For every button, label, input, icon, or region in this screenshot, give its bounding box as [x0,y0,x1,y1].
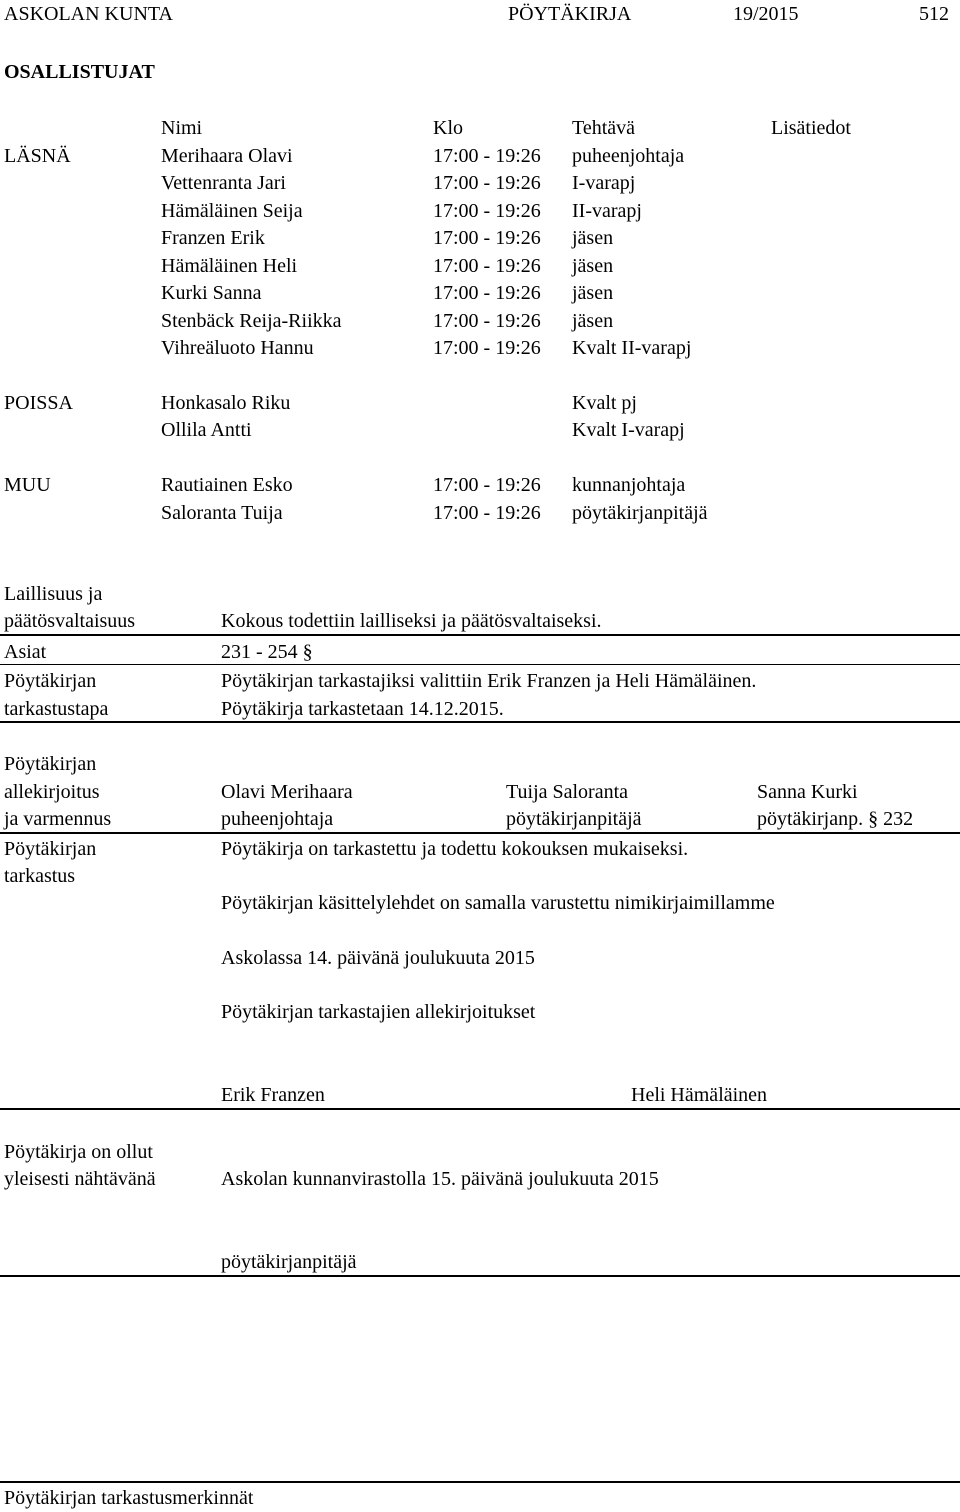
matters-range: 231 - 254 § [221,641,313,663]
org-name: ASKOLAN KUNTA [4,3,173,25]
participant-role: Kvalt pj [572,392,637,414]
participant-name: Hämäläinen Seija [161,200,303,222]
participant-name: Franzen Erik [161,227,265,249]
signing-label-line2: allekirjoitus [4,781,100,803]
signer-title: puheenjohtaja [221,808,334,830]
page-number: 512 [919,3,949,25]
public-display-label-line2: yleisesti nähtävänä [4,1168,156,1190]
column-header-time: Klo [433,117,463,139]
public-display-label-line1: Pöytäkirja on ollut [4,1141,153,1163]
group-label-other: MUU [4,474,51,496]
participant-role: Kvalt I-varapj [572,419,685,441]
signer-title: pöytäkirjanp. § 232 [757,808,914,830]
participant-name: Honkasalo Riku [161,392,291,414]
participant-time: 17:00 - 19:26 [433,502,541,524]
reviewer-name: Erik Franzen [221,1084,325,1106]
divider [0,1275,960,1277]
review-text-confirmed: Pöytäkirja on tarkastettu ja todettu kokouksen mukaiseksi. [221,838,689,860]
public-display-text: Askolan kunnanvirastolla 15. päivänä joulukuuta 2015 [221,1168,659,1190]
participant-name: Stenbäck Reija-Riikka [161,310,342,332]
participant-role: kunnanjohtaja [572,474,686,496]
signing-label-line1: Pöytäkirjan [4,753,97,775]
participant-time: 17:00 - 19:26 [433,200,541,222]
divider [0,1108,960,1110]
review-place-date: Askolassa 14. päivänä joulukuuta 2015 [221,947,535,969]
review-notes-label: Pöytäkirjan tarkastusmerkinnät [4,1487,254,1509]
group-label-absent: POISSA [4,392,73,414]
divider [0,832,960,834]
review-signatures-heading: Pöytäkirjan tarkastajien allekirjoitukset [221,1001,536,1023]
participant-role: puheenjohtaja [572,145,685,167]
column-header-info: Lisätiedot [771,117,851,139]
participant-name: Ollila Antti [161,419,252,441]
participant-role: jäsen [572,227,614,249]
column-header-name: Nimi [161,117,203,139]
column-header-role: Tehtävä [572,117,636,139]
review-method-label-line1: Pöytäkirjan [4,670,97,692]
participant-time: 17:00 - 19:26 [433,172,541,194]
review-method-text-line2: Pöytäkirja tarkastetaan 14.12.2015. [221,698,504,720]
participant-time: 17:00 - 19:26 [433,310,541,332]
legality-label-line1: Laillisuus ja [4,583,103,605]
participant-role: pöytäkirjanpitäjä [572,502,708,524]
reviewer-name: Heli Hämäläinen [631,1084,768,1106]
participant-time: 17:00 - 19:26 [433,337,541,359]
signing-label-line3: ja varmennus [4,808,112,830]
minutes-number: 19/2015 [733,3,799,25]
participant-role: Kvalt II-varapj [572,337,692,359]
participant-name: Kurki Sanna [161,282,262,304]
participant-role: jäsen [572,310,614,332]
group-label-present: LÄSNÄ [4,145,71,167]
divider [0,664,960,665]
divider [0,634,960,636]
participant-time: 17:00 - 19:26 [433,255,541,277]
participant-role: I-varapj [572,172,636,194]
participant-name: Rautiainen Esko [161,474,293,496]
legality-label-line2: päätösvaltaisuus [4,610,136,632]
signer-name: Tuija Saloranta [506,781,629,803]
participant-name: Merihaara Olavi [161,145,293,167]
signer-name: Sanna Kurki [757,781,858,803]
review-label-line2: tarkastus [4,865,76,887]
public-display-signer-title: pöytäkirjanpitäjä [221,1251,357,1273]
matters-label: Asiat [4,641,47,663]
participant-name: Hämäläinen Heli [161,255,298,277]
participant-name: Vettenranta Jari [161,172,286,194]
participant-role: II-varapj [572,200,642,222]
review-method-text-line1: Pöytäkirjan tarkastajiksi valittiin Erik Franzen ja Heli Hämäläinen. [221,670,757,692]
review-text-initials: Pöytäkirjan käsittelylehdet on samalla varustettu nimikirjaimillamme [221,892,775,914]
participant-time: 17:00 - 19:26 [433,145,541,167]
participant-role: jäsen [572,255,614,277]
review-label-line1: Pöytäkirjan [4,838,97,860]
doc-type: PÖYTÄKIRJA [508,3,632,25]
participant-time: 17:00 - 19:26 [433,282,541,304]
signer-title: pöytäkirjanpitäjä [506,808,642,830]
participant-name: Saloranta Tuija [161,502,283,524]
review-method-label-line2: tarkastustapa [4,698,109,720]
divider [0,1481,960,1483]
participant-name: Vihreäluoto Hannu [161,337,314,359]
participant-time: 17:00 - 19:26 [433,474,541,496]
divider [0,721,960,723]
legality-text: Kokous todettiin lailliseksi ja päätösvaltaiseksi. [221,610,602,632]
participant-time: 17:00 - 19:26 [433,227,541,249]
section-title: OSALLISTUJAT [4,61,155,83]
participant-role: jäsen [572,282,614,304]
signer-name: Olavi Merihaara [221,781,353,803]
